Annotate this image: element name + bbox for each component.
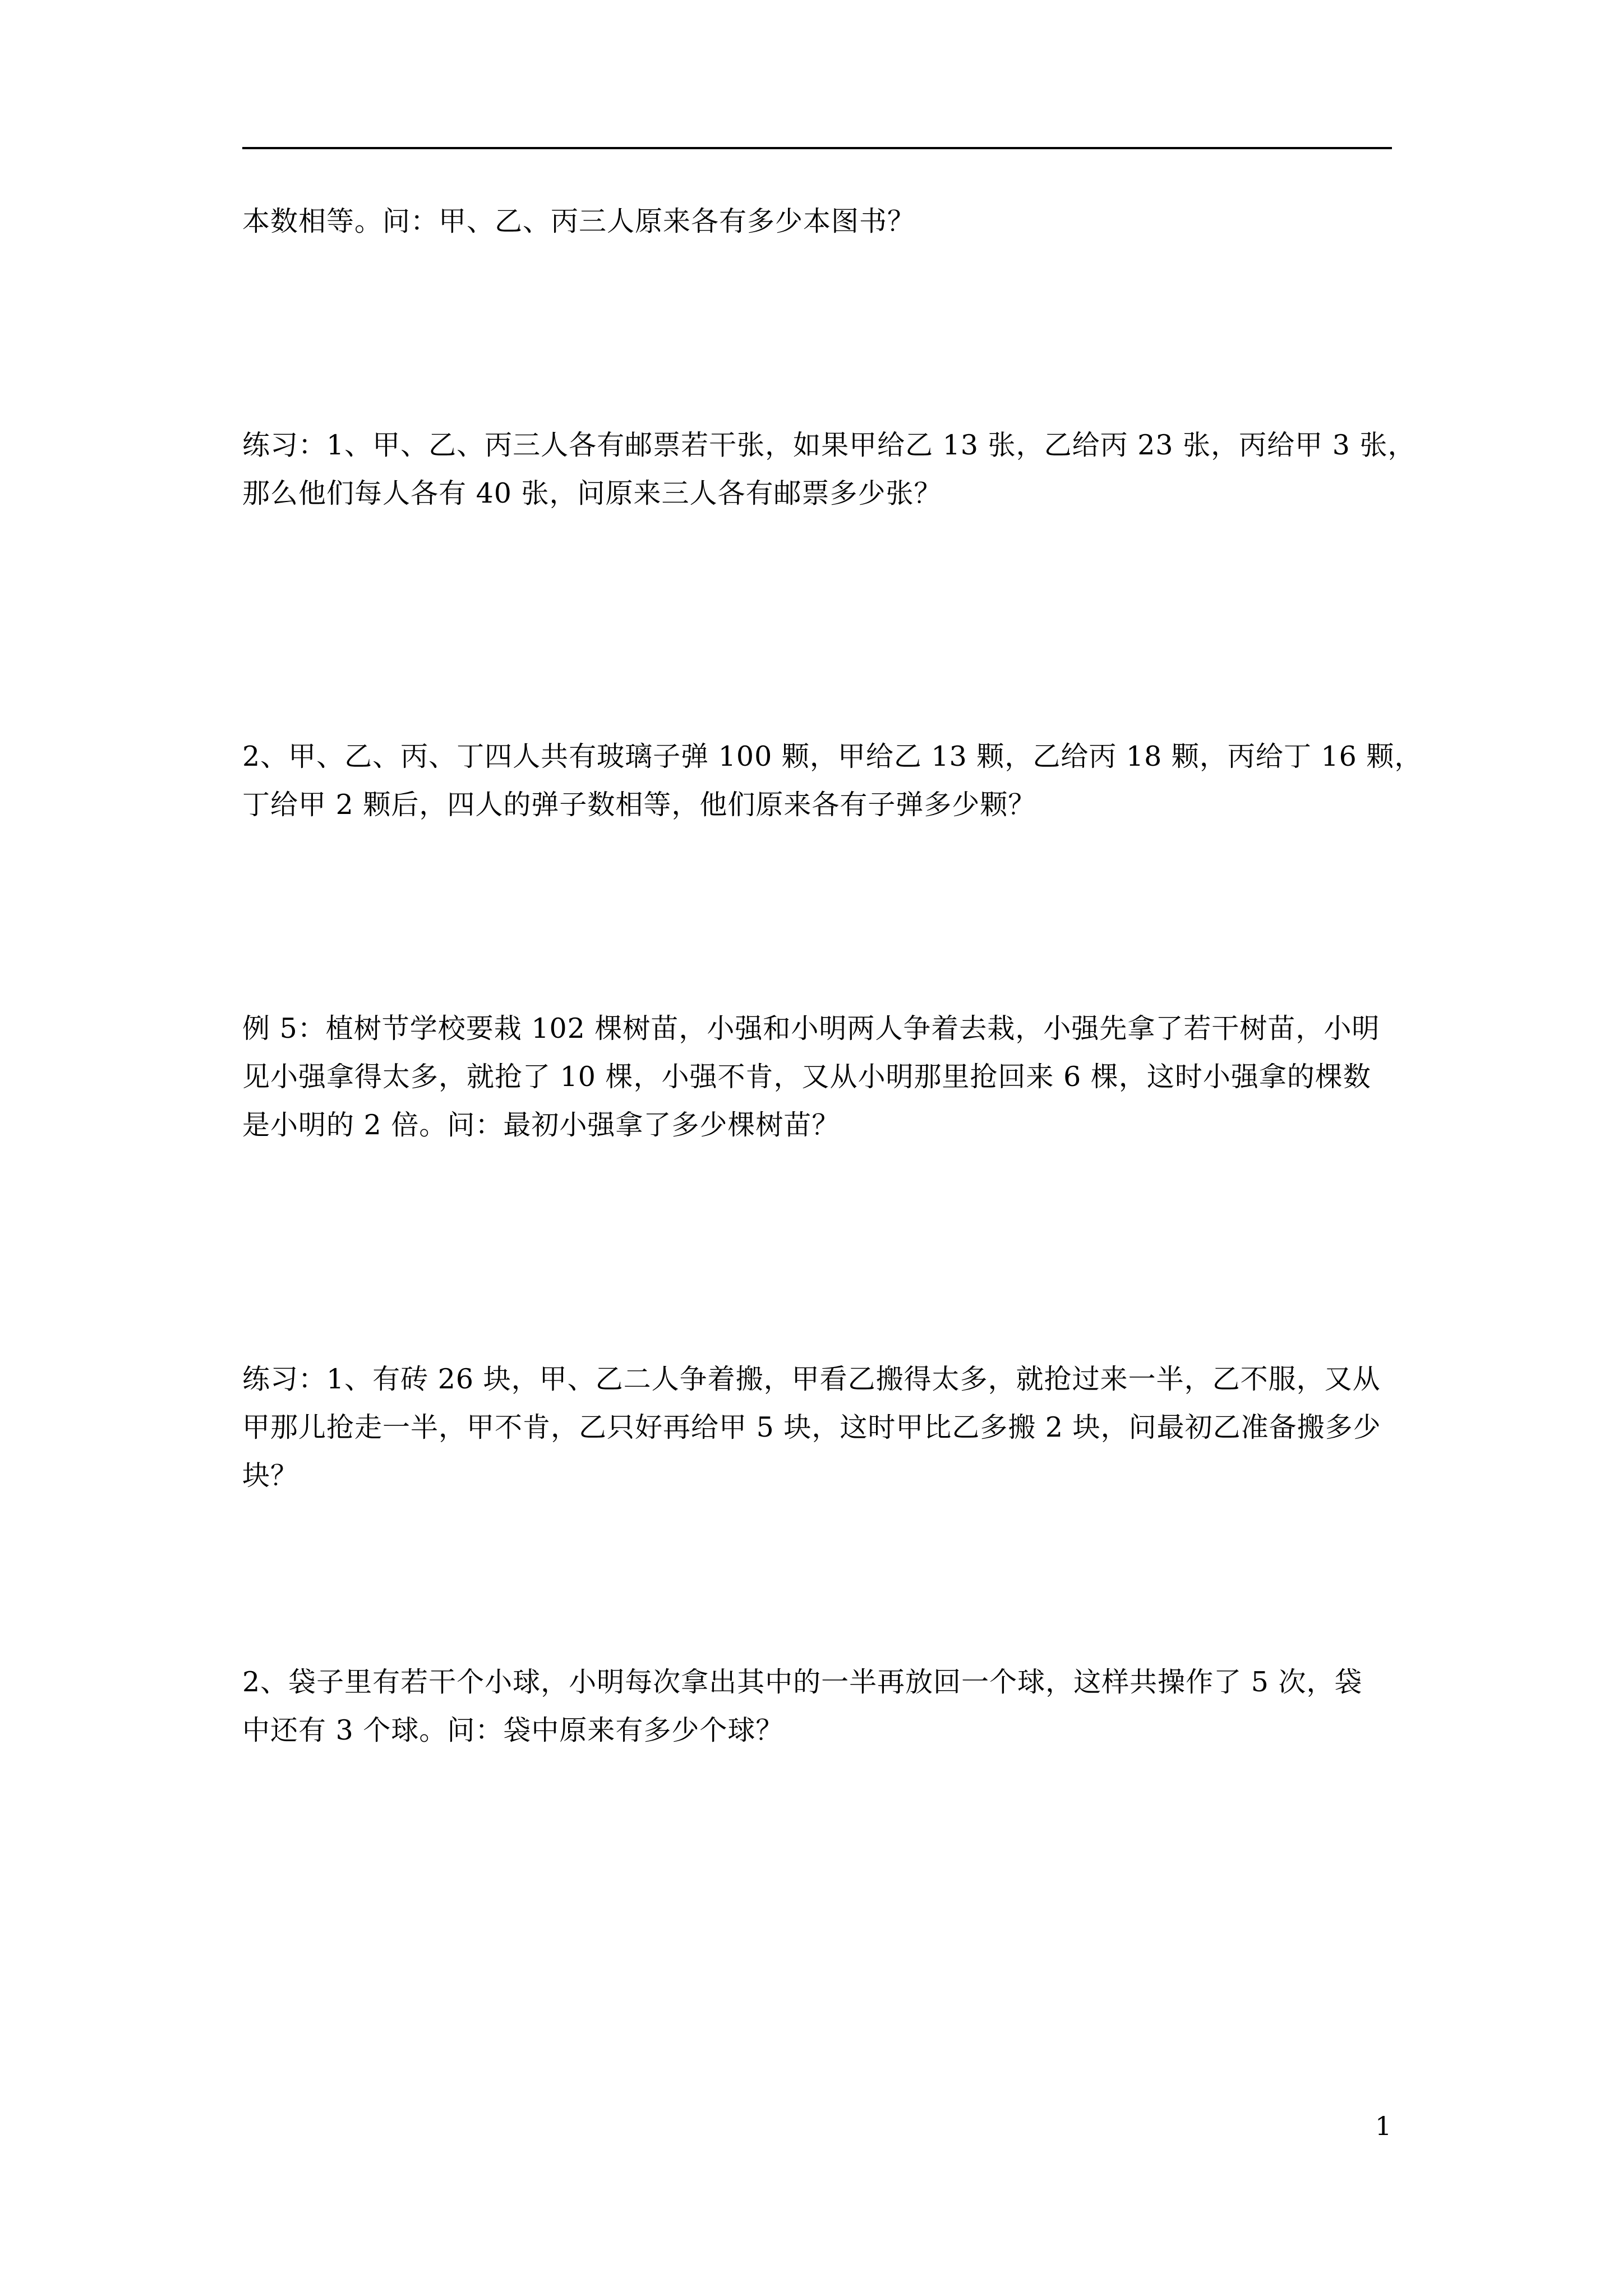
text-line: 2、甲、乙、丙、丁四人共有玻璃子弹 100 颗，甲给乙 13 颗，乙给丙 18 颗，丙给丁 16 颗， xyxy=(242,740,1423,772)
text-line: 块？ xyxy=(242,1460,299,1492)
paragraph-carryover xyxy=(242,197,1398,246)
text-line: 中还有 3 个球。问：袋中原来有多少个球？ xyxy=(242,1714,784,1746)
text-line: 见小强拿得太多，就抢了 10 棵，小强不肯，又从小明那里抢回来 6 棵，这时小强拿的棵数 xyxy=(242,1061,1371,1093)
paragraph-practice-1-2 xyxy=(242,733,1423,829)
text-line: 本数相等。问：甲、乙、丙三人原来各有多少本图书？ xyxy=(242,205,916,237)
paragraph-practice-1-1 xyxy=(242,421,1416,518)
paragraph-practice-2-2 xyxy=(242,1658,1398,1755)
paragraph-example-5 xyxy=(242,1005,1398,1149)
page-number: 1 xyxy=(1375,2111,1392,2141)
text-line: 练习：1、有砖 26 块，甲、乙二人争着搬，甲看乙搬得太多，就抢过来一半，乙不服，又从 xyxy=(242,1363,1381,1395)
paragraph-practice-2-1 xyxy=(242,1355,1398,1500)
text-line: 甲那儿抢走一半，甲不肯，乙只好再给甲 5 块，这时甲比乙多搬 2 块，问最初乙准备搬多少 xyxy=(242,1411,1381,1443)
text-line: 例 5：植树节学校要栽 102 棵树苗，小强和小明两人争着去栽，小强先拿了若干树苗，小明 xyxy=(242,1013,1380,1045)
text-line: 是小明的 2 倍。问：最初小强拿了多少棵树苗？ xyxy=(242,1109,840,1141)
header-rule xyxy=(242,147,1392,149)
text-line: 丁给甲 2 颗后，四人的弹子数相等，他们原来各有子弹多少颗？ xyxy=(242,789,1036,821)
text-line: 那么他们每人各有 40 张，问原来三人各有邮票多少张？ xyxy=(242,477,942,509)
text-line: 练习：1、甲、乙、丙三人各有邮票若干张，如果甲给乙 13 张，乙给丙 23 张，丙给甲 3 张， xyxy=(242,429,1416,461)
text-line: 2、袋子里有若干个小球，小明每次拿出其中的一半再放回一个球，这样共操作了 5 次，袋 xyxy=(242,1666,1363,1698)
